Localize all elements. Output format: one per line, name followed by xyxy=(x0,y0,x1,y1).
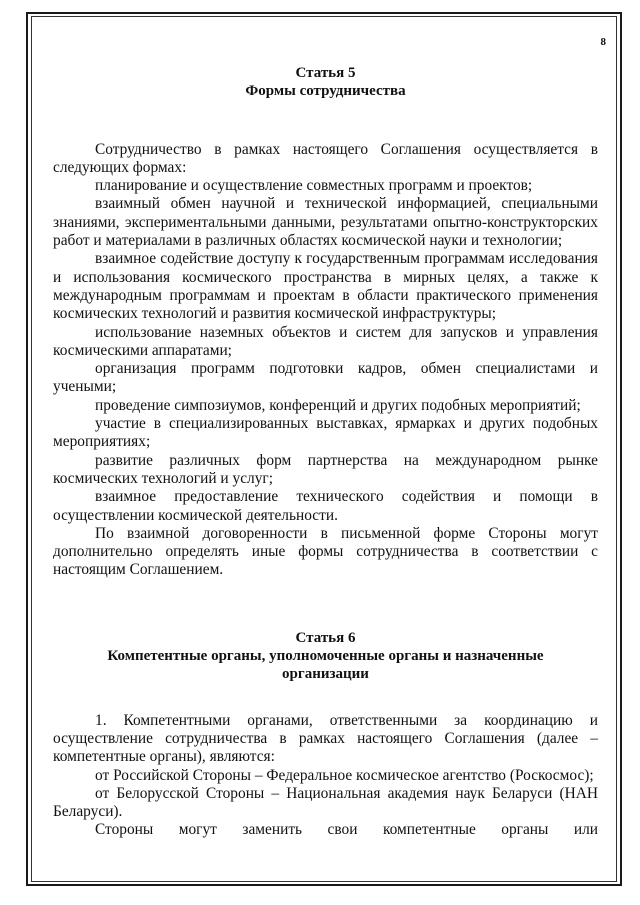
article-5-item: использование наземных объектов и систем для запусков и управления космическими аппаратами; xyxy=(53,323,598,359)
article-6-clause-1: 1. Компетентными органами, ответственными за координацию и осуществление сотрудничества в рамках настоящего Соглашения (далее – компетентные органы), являются: xyxy=(53,711,598,766)
article-5-item: проведение симпозиумов, конференций и других подобных мероприятий; xyxy=(95,396,581,414)
document-body xyxy=(53,64,598,840)
spacer xyxy=(53,684,598,712)
article-5-item: организация программ подготовки кадров, обмен специалистами и учеными; xyxy=(53,360,598,396)
article-5-item: развитие различных форм партнерства на международном рынке космических технологий и услуг; xyxy=(53,451,598,487)
article-5-item: планирование и осуществление совместных программ и проектов; xyxy=(95,177,533,195)
spacer xyxy=(53,580,598,629)
article-6-item: от Белорусской Стороны – Национальная академия наук Беларуси (НАН Беларуси). xyxy=(53,784,598,821)
article-5-title: Формы сотрудничества xyxy=(245,83,406,100)
article-5-item: взаимное содействие доступу к государственным программам исследования и использования космического пространства в мирных целях, а также к международным программам и проектам в области практического применения космических технологий и развития космической инфраструктуры; xyxy=(53,250,598,323)
article-6-item: от Российской Стороны – Федеральное космическое агентство (Роскосмос); xyxy=(95,766,594,784)
spacer xyxy=(53,101,598,141)
article-5-item: взаимное предоставление технического содействия и помощи в осуществлении космической деятельности. xyxy=(53,488,598,524)
article-6-continuation: Стороны могут заменить свои компетентные органы или xyxy=(95,821,598,839)
article-6-label: Статья 6 xyxy=(295,629,356,646)
article-6-title: Компетентные органы, уполномоченные органы и назначенные организации xyxy=(107,648,544,683)
article-5-intro: Сотрудничество в рамках настоящего Соглашения осуществляется в следующих формах: xyxy=(53,140,598,176)
page-number: 8 xyxy=(600,36,606,48)
article-5-closing: По взаимной договоренности в письменной форме Стороны могут дополнительно определять иные формы сотрудничества в соответствии с настоящим Соглашением. xyxy=(53,524,598,579)
article-5-item: взаимный обмен научной и технической информацией, специальными знаниями, экспериментальными данными, результатами опытно-конструкторских работ и материалами в различных областях космической науки и технологии; xyxy=(53,195,598,250)
article-5-label: Статья 5 xyxy=(295,65,356,81)
article-5-item: участие в специализированных выставках, ярмарках и других подобных мероприятиях; xyxy=(53,415,598,451)
